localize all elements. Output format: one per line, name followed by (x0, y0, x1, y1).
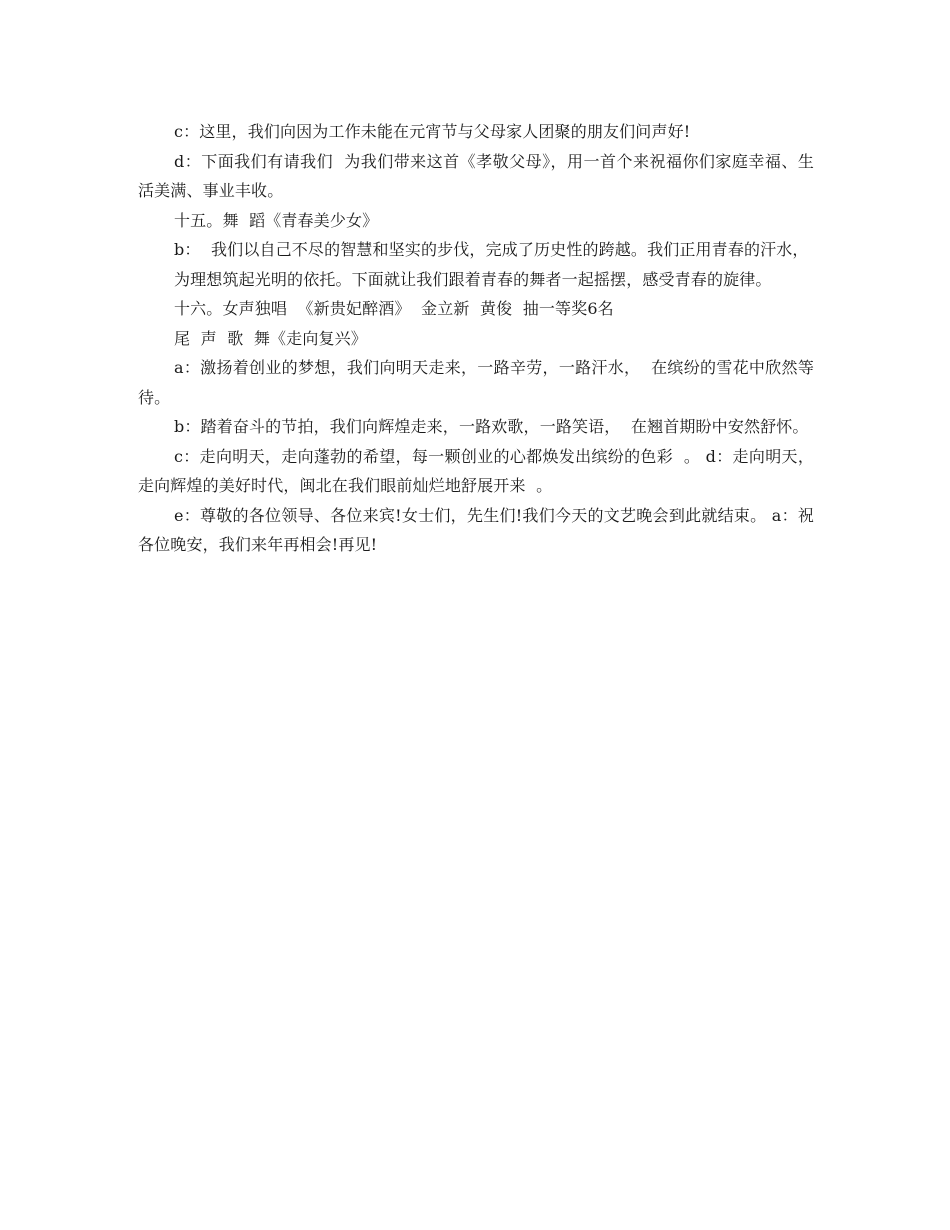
paragraph-host-c-greeting: c：这里，我们向因为工作未能在元宵节与父母家人团聚的朋友们问声好! (174, 122, 691, 141)
paragraph-youth-dance-intro: 为理想筑起光明的依托。下面就让我们跟着青春的舞者一起摇摆，感受青春的旋律。 (174, 269, 772, 289)
paragraph-host-b-closing: b：踏着奋斗的节拍，我们向辉煌走来，一路欢歌，一路笑语， 在翘首期盼中安然舒怀。 (174, 417, 809, 436)
paragraph-host-d-introduction: d：下面我们有请我们 为我们带来这首《孝敬父母》，用一首个来祝福你们家庭幸福、生活美满、事业丰收。 (138, 151, 814, 200)
program-finale: 尾 声 歌 舞《走向复兴》 (174, 328, 367, 348)
paragraph-host-c-d-closing: c：走向明天，走向蓬勃的希望，每一颗创业的心都焕发出缤纷的色彩 。 d：走向明天，走向辉煌的美好时代，闽北在我们眼前灿烂地舒展开来 。 (138, 446, 814, 495)
program-item-16: 十六。女声独唱 《新贵妃醉酒》 金立新 黄俊 抽一等奖6名 (174, 299, 614, 318)
program-item-15: 十五。舞 蹈《青春美少女》 (174, 210, 379, 230)
paragraph-host-a-closing: a：激扬着创业的梦想，我们向明天走来，一路辛劳，一路汗水， 在缤纷的雪花中欣然等待。 (138, 358, 814, 407)
paragraph-host-b-youth: b： 我们以自己不尽的智慧和坚实的步伐，完成了历史性的跨越。我们正用青春的汗水， (174, 240, 809, 259)
paragraph-host-e-a-farewell: e：尊敬的各位领导、各位来宾!女士们，先生们!我们今天的文艺晚会到此就结束。 a：祝各位晚安，我们来年再相会!再见! (138, 505, 814, 554)
document-body (138, 117, 814, 560)
